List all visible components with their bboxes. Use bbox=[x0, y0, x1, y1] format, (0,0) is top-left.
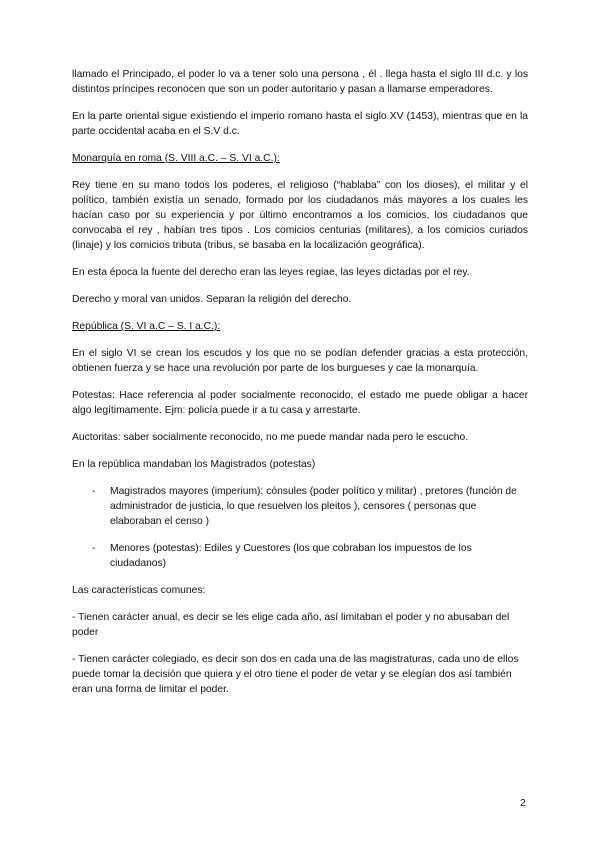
paragraph: En la parte oriental sigue existiendo el imperio romano hasta el siglo XV (1453), mientras que en la parte occidental acaba en el S.V d.c. bbox=[72, 111, 528, 137]
paragraph: En esta época la fuente del derecho eran las leyes regiae, las leyes dictadas por el rey. bbox=[72, 267, 470, 278]
document-body bbox=[72, 67, 528, 709]
paragraph: Potestas: Hace referencia al poder socialmente reconocido, el estado me puede obligar a hacer algo legítimamente. Ejm: policía puede ir a tu casa y arrestarte. bbox=[72, 390, 528, 416]
paragraph: - Tienen carácter colegiado, es decir son dos en cada una de las magistraturas, cada uno de ellos puede tomar la decisión que quiera y el otro tiene el poder de vetar y se elegían dos así también eran una forma de limitar el poder. bbox=[72, 654, 519, 695]
paragraph: - Tienen carácter anual, es decir se les elige cada año, así limitaban el poder y no abusaban del poder bbox=[72, 612, 510, 638]
list-item-text: Menores (potestas): Ediles y Cuestores (los que cobraban los impuestos de los ciudadanos) bbox=[110, 543, 472, 569]
section-heading-republica: República (S. VI a.C – S. I a.C.): bbox=[72, 321, 221, 332]
list-item bbox=[72, 541, 528, 571]
paragraph: En el siglo VI se crean los escudos y los que no se podían defender gracias a esta protección, obtienen fuerza y se hace una revolución por parte de los burgueses y cae la monarquía. bbox=[72, 348, 528, 374]
magistrates-list bbox=[72, 484, 528, 571]
paragraph: Rey tiene en su mano todos los poderes, el religioso (“hablaba” con los dioses), el militar y el político, también existía un senado, formado por los ciudadanos más mayores a los cuales les hacían caso por su experiencia y por último encontramos a los comicios, los ciudadanos que convocaba el rey , habían tres tipos . Los comicios centurias (militares), a los comicios curiados (linaje) y los comicios tributa (tribus, se basaba en la localización geográfica). bbox=[72, 180, 528, 251]
paragraph: Las características comunes: bbox=[72, 585, 206, 596]
list-item bbox=[72, 484, 528, 529]
list-item-text: Magistrados mayores (imperium): cónsules (poder político y militar) , pretores (función de administrador de justicia, lo que resuelven los pleitos ), censores ( personas que elaboraban el censo ) bbox=[110, 486, 517, 527]
page-number: 2 bbox=[520, 797, 526, 809]
paragraph: En la república mandaban los Magistrados (potestas) bbox=[72, 459, 316, 470]
paragraph: llamado el Principado, el poder lo va a tener solo una persona , él . llega hasta el siglo III d.c. y los distintos príncipes reconocen que son un poder autoritario y pasan a llamarse emperadores. bbox=[72, 69, 528, 95]
list-dash: - bbox=[92, 543, 96, 554]
paragraph: Auctoritas: saber socialmente reconocido, no me puede mandar nada pero le escucho. bbox=[72, 432, 469, 443]
list-dash: - bbox=[92, 486, 96, 497]
section-heading-monarquia: Monarquía en roma (S. VIII a.C. – S. VI a.C.): bbox=[72, 153, 280, 164]
paragraph: Derecho y moral van unidos. Separan la religión del derecho. bbox=[72, 294, 352, 305]
